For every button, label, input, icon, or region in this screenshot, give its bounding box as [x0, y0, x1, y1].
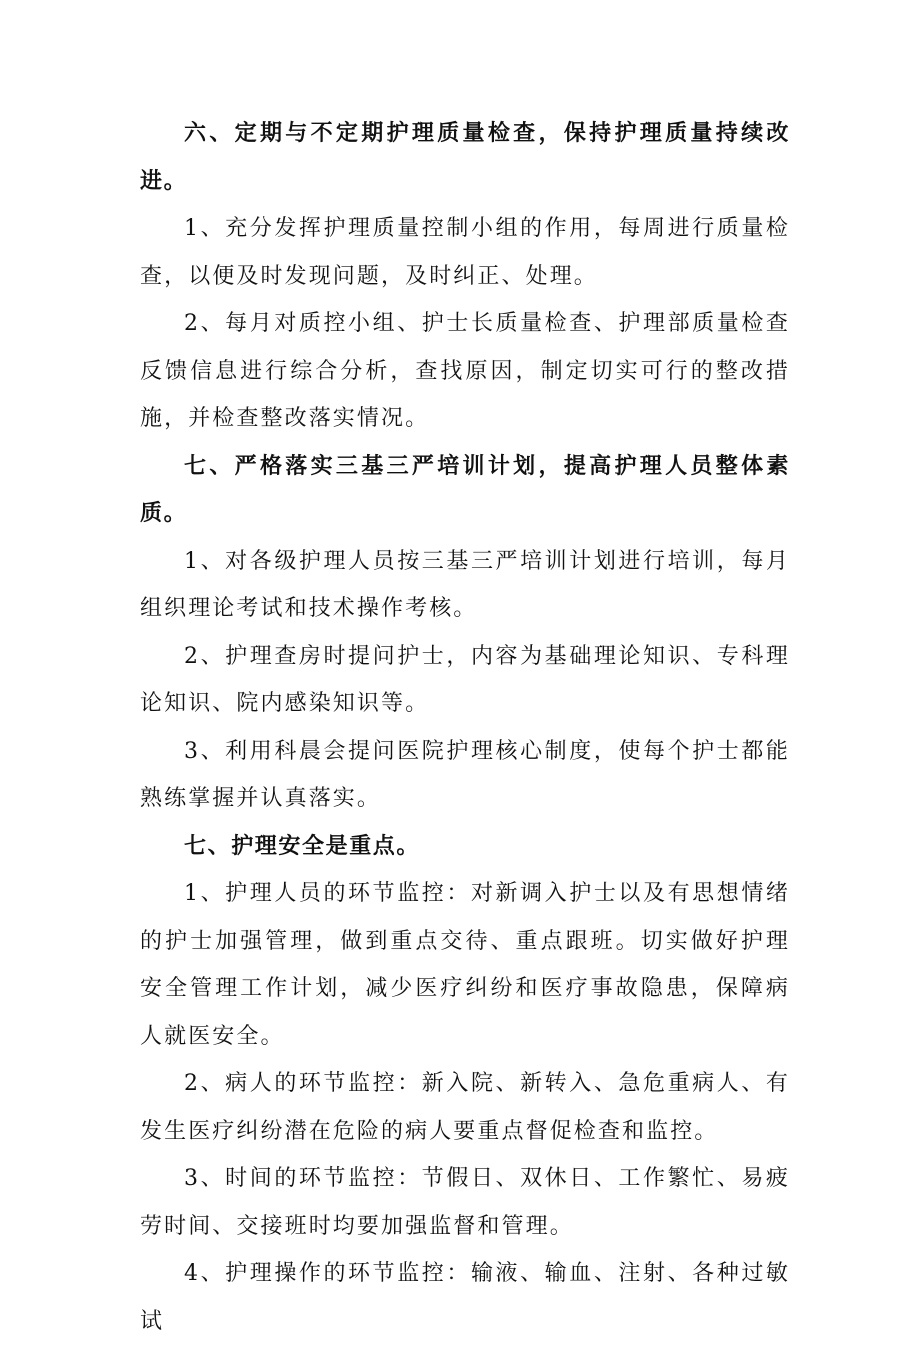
paragraph-safety-4: 4、护理操作的环节监控：输液、输血、注射、各种过敏试 [140, 1261, 790, 1334]
section-heading-6: 六、定期与不定期护理质量检查，保持护理质量持续改进。 [140, 120, 790, 194]
section-heading-7-training: 七、严格落实三基三严培训计划，提高护理人员整体素质。 [140, 452, 790, 526]
section-heading-7-safety: 七、护理安全是重点。 [184, 832, 421, 859]
paragraph-safety-2: 2、病人的环节监控：新入院、新转入、急危重病人、有发生医疗纠纷潜在危险的病人要重点督促检查和监控。 [140, 1071, 790, 1144]
paragraph-safety-1: 1、护理人员的环节监控：对新调入护士以及有思想情绪的护士加强管理，做到重点交待、重点跟班。切实做好护理安全管理工作计划，减少医疗纠纷和医疗事故隐患，保障病人就医安全。 [140, 881, 790, 1049]
paragraph-6-2: 2、每月对质控小组、护士长质量检查、护理部质量检查反馈信息进行综合分析，查找原因，制定切实可行的整改措施，并检查整改落实情况。 [140, 311, 790, 431]
paragraph-6-1: 1、充分发挥护理质量控制小组的作用，每周进行质量检查，以便及时发现问题，及时纠正、处理。 [140, 216, 790, 289]
paragraph-safety-3: 3、时间的环节监控：节假日、双休日、工作繁忙、易疲劳时间、交接班时均要加强监督和管理。 [140, 1166, 790, 1239]
document-body [140, 110, 790, 1345]
paragraph-7-3: 3、利用科晨会提问医院护理核心制度，使每个护士都能熟练掌握并认真落实。 [140, 738, 790, 811]
paragraph-7-1: 1、对各级护理人员按三基三严培训计划进行培训，每月组织理论考试和技术操作考核。 [140, 548, 790, 621]
paragraph-7-2: 2、护理查房时提问护士，内容为基础理论知识、专科理论知识、院内感染知识等。 [140, 643, 790, 716]
